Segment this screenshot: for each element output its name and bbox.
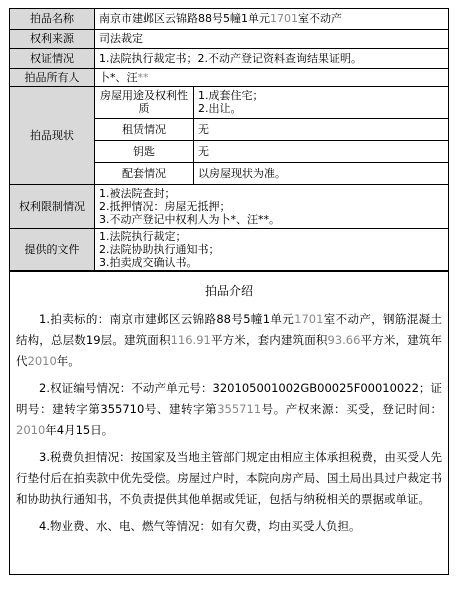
value-equip: 以房屋现状为准。: [194, 162, 449, 184]
label-status: 拍品现状: [10, 86, 95, 184]
value-name: [95, 9, 449, 29]
value-rent: 无: [194, 118, 449, 140]
row-docs: [10, 228, 448, 270]
docs-line: 1.法院执行裁定；: [99, 229, 187, 243]
label-rent: 租赁情况: [95, 118, 194, 140]
row-source: [10, 29, 448, 48]
value-use: [194, 86, 449, 118]
use-line: 1.成套住宅；: [198, 89, 264, 102]
value-limit: [95, 184, 449, 228]
label-use: 房屋用途及权利性质: [95, 86, 194, 118]
label-equip: 配套情况: [95, 162, 194, 184]
label-source: 权利来源: [10, 29, 95, 48]
name-text: 南京市建邺区云锦路88号5幢1单元: [99, 12, 270, 26]
intro-title: 拍品介绍: [204, 283, 253, 298]
intro-section: [10, 271, 448, 574]
row-name: [10, 9, 448, 29]
label-owner: 拍品所有人: [10, 68, 95, 86]
value-docs: [95, 228, 449, 270]
limit-line: 3.不动产登记中权利人为卜*、汪**。: [99, 212, 280, 226]
label-name: 拍品名称: [10, 9, 95, 29]
name-suffix: 室不动产: [298, 12, 342, 26]
intro-paragraph-2: 2.权证编号情况：不动产单元号：320105001002GB00025F00010022；证明号：建转字第355710号、建转字第355711号。产权来源：买受，登记时间：2010年4月15日。: [16, 380, 442, 437]
owner-masked: **: [137, 70, 149, 84]
intro-paragraph-3: 3.税费负担情况：按国家及当地主管部门规定由相应主体承担税费，由买受人先行垫付后在拍卖款中优先受偿。房屋过户时，本院向房产局、国土局出具过户裁定书和协助执行通知书，不负责提供其他单据或凭证，包括与纳税相关的票据或单证。: [16, 449, 442, 506]
name-room: 1701: [270, 12, 298, 26]
auction-document: [9, 8, 449, 575]
label-key: 钥匙: [95, 140, 194, 162]
value-source: 司法裁定: [95, 29, 449, 48]
limit-line: 2.抵押情况：房屋无抵押；: [99, 199, 231, 213]
intro-paragraph-4: 4.物业费、水、电、燃气等情况：如有欠费，均由买受人负担。: [39, 518, 361, 533]
label-limit: 权利限制情况: [10, 184, 95, 228]
row-limit: [10, 184, 448, 228]
docs-line: 2.法院协助执行通知书；: [99, 242, 220, 256]
row-cert: [10, 48, 448, 68]
value-owner: [95, 68, 449, 86]
info-table: [10, 9, 448, 271]
docs-line: 3.拍卖成交确认书。: [99, 255, 198, 269]
limit-line: 1.被法院查封；: [99, 186, 176, 200]
owner-text: 卜*、汪: [99, 70, 138, 84]
label-docs: 提供的文件: [10, 228, 95, 270]
intro-paragraph-1: 1.拍卖标的：南京市建邺区云锦路88号5幢1单元1701室不动产，钢筋混凝土结构，总层数19层。建筑面积116.91平方米，套内建筑面积93.66平方米，建筑年代2010年。: [16, 311, 443, 368]
value-key: 无: [194, 140, 449, 162]
value-cert: 1.法院执行裁定书；2.不动产登记资料查询结果证明。: [95, 48, 449, 68]
use-line: 2.出让。: [198, 102, 242, 115]
row-status-use: [10, 86, 448, 118]
label-cert: 权证情况: [10, 48, 95, 68]
row-owner: [10, 68, 448, 86]
